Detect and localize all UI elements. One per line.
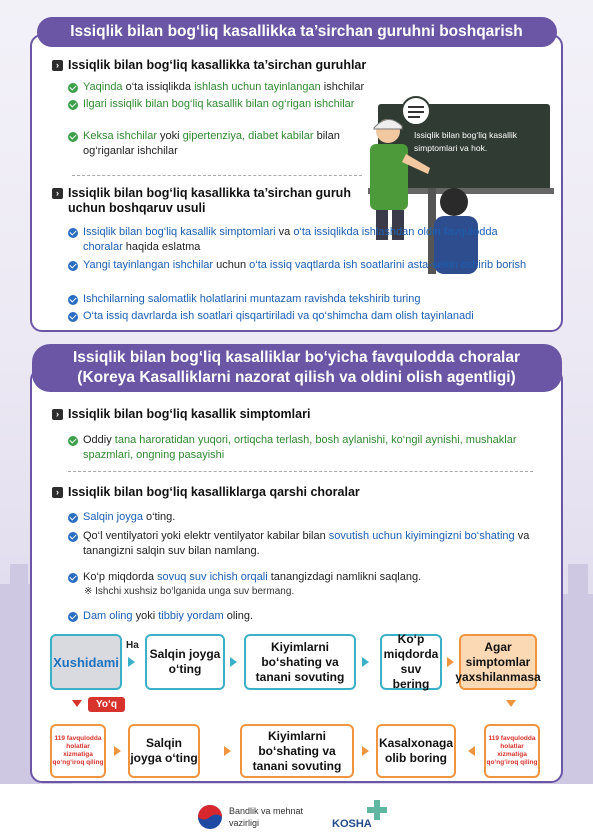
measure-text [83,570,421,585]
check-circle-icon [68,436,78,446]
section1-title: Issiqlik bilan bog‘liq kasallikka ta’sirchan guruhni boshqarish [37,17,557,47]
check-circle-icon [68,100,78,110]
method-text [83,258,526,273]
group-item [68,97,368,112]
measure-text-part: oling. [223,610,253,622]
check-circle-icon [68,513,78,523]
check-circle-icon [68,312,78,322]
symptoms-heading: › Issiqlik bilan bog‘liq kasallik simptomlari [52,407,452,422]
group-text [83,80,364,95]
measure-text-part: Qo‘l ventilyatori yoki elektr ventilyator kabilar bilan [83,530,329,542]
group-text-part: bilan og‘riganlar ishchilar [83,130,340,157]
group-text-part: Yaqinda [83,81,123,93]
ministry-name: Bandlik va mehnat vazirligi [229,806,304,828]
speech-bubble-icon [402,97,430,125]
symptom-text-part: Oddiy [83,434,115,446]
check-circle-icon [68,83,78,93]
group-text-part: ishlash uchun tayinlangan [194,81,321,93]
group-text-part: yoki [156,130,183,142]
measure-text-part: va tanangizni salqin suv bilan namlang. [83,530,530,557]
method-text-part: haqida eslatma [122,241,201,253]
method-item [68,309,538,324]
measure-item [68,529,538,559]
board-text: Issiqlik bilan bog‘liq kasallik simptomlari va hok. [414,130,517,153]
measure-text-part: Ko‘p miqdorda [83,571,157,583]
group-text-part: Keksa ishchilar [83,130,157,142]
check-circle-icon [68,132,78,142]
arrow-right-icon [224,746,231,756]
check-circle-icon [68,532,78,542]
measure-text [83,529,538,559]
group-item [68,129,368,159]
section2-title-line2: (Koreya Kasalliklarni nazorat qilish va oldini olish agentligi) [77,369,516,386]
method-text-part: o‘ta issiq vaqtlarda ish soatlarini asta-sekin oshirib borish [249,259,527,271]
symptom-text [83,433,538,463]
group-text-part: ishchilar [320,81,365,93]
flow-top-4: Agar simptomlar yaxshilanmasa [459,634,537,690]
flow-bottom-2: Salqin joyga o‘ting [128,724,200,778]
measure-text-part: sovuq suv ichish orqali [157,571,268,583]
flow-yes-label: Ha [126,640,139,651]
symptom-item [68,433,538,463]
arrow-right-icon [362,657,369,667]
measure-text [83,510,175,525]
group-text [83,97,354,112]
flow-bottom-5: 119 favqulodda holatlar xizmatiga qo‘ng‘iroq qiling [484,724,540,778]
method-text [83,292,421,307]
measure-text-part: yoki [132,610,159,622]
flow-bottom-1: 119 favqulodda holatlar xizmatiga qo‘ng‘iroq qiling [50,724,106,778]
measure-text-part: Salqin joyga [83,511,143,523]
measure-text-part: sovutish uchun kiyimingizni bo‘shating [328,530,515,542]
kosha-cross-icon [366,800,388,820]
flow-bottom-3: Kiyimlarni bo‘shating va tanani sovuting [240,724,354,778]
ministry-logo-icon [197,804,223,830]
measure-item [68,609,538,624]
method-text-part: uchun [213,259,250,271]
arrow-left-icon [468,746,475,756]
arrow-down-icon [506,700,516,707]
measure-text-part: Dam oling [83,610,133,622]
flow-start-conscious: Xushidami [50,634,122,690]
groups-heading: › Issiqlik bilan bog‘liq kasallikka ta’sirchan guruhlar [52,58,452,73]
measure-text-part: tibbiy yordam [158,610,224,622]
flow-no-label: Yo‘q [88,697,125,712]
method-text-part: Issiqlik bilan bog‘liq kasallik simptomlari [83,226,276,238]
method-text-part: O‘ta issiq davrlarda ish soatlari qisqartiriladi va qo‘shimcha dam olish tayinlanadi [83,310,474,322]
measure-text [83,609,253,624]
check-circle-icon [68,612,78,622]
chevron-right-icon: › [52,487,63,498]
measures-heading: › Issiqlik bilan bog‘liq kasalliklarga qarshi choralar [52,485,452,500]
group-text-part: o‘ta issiqlikda [122,81,195,93]
measure-item [68,570,538,585]
chevron-right-icon: › [52,409,63,420]
method-text-part: o‘ta issiqlikda ishlashdan oldin favqulodda choralar [83,226,498,253]
group-text-part: gipertenziya, diabet kabilar [182,130,314,142]
flow-bottom-4: Kasalxonaga olib boring [376,724,456,778]
chevron-right-icon: › [52,188,63,199]
arrow-right-icon [447,657,454,667]
flow-top-1: Salqin joyga o‘ting [145,634,225,690]
arrow-right-icon [114,746,121,756]
method-text-part: Yangi tayinlangan ishchilar [83,259,214,271]
group-text-part: Ilgari issiqlik bilan bog‘liq kasallik bilan og‘rigan ishchilar [83,98,355,110]
arrow-right-icon [128,657,135,667]
kosha-logo [332,800,392,834]
check-circle-icon [68,228,78,238]
check-circle-icon [68,295,78,305]
check-circle-icon [68,573,78,583]
method-item [68,258,538,273]
check-circle-icon [68,261,78,271]
kosha-text: KOSHA [332,818,372,830]
group-text [83,129,368,159]
section2-title [32,344,562,392]
measures-note: ※ Ishchi xushsiz bo‘lganida unga suv bermang. [84,586,295,597]
method-text-part: Ishchilarning salomatlik holatlarini muntazam ravishda tekshirib turing [83,293,421,305]
chevron-right-icon: › [52,60,63,71]
arrow-down-icon [72,700,82,707]
method-text [83,309,474,324]
group-item [68,80,368,95]
measure-text-part: o‘ting. [142,511,176,523]
method-heading: › Issiqlik bilan bog‘liq kasallikka ta’sirchan guruh uchun boshqaruv usuli [52,186,352,216]
section1-divider [72,175,362,176]
arrow-right-icon [362,746,369,756]
method-item [68,292,538,307]
section2-divider [68,471,533,472]
method-item [68,225,538,255]
section2-title-line1: Issiqlik bilan bog‘liq kasalliklar bo‘yicha favqulodda choralar [72,349,521,366]
arrow-right-icon [230,657,237,667]
method-text [83,225,538,255]
method-text-part: va [275,226,294,238]
flow-top-3: Ko‘p miqdorda suv bering [380,634,442,690]
measure-text-part: tanangizdagi namlikni saqlang. [267,571,422,583]
measure-item [68,510,538,525]
flow-top-2: Kiyimlarni bo‘shating va tanani sovuting [244,634,356,690]
symptom-text-part: tana haroratidan yuqori, ortiqcha terlash, bosh aylanishi, ko‘ngil aynishi, mushaklar spazmlari, ongning pasayishi [83,434,517,461]
